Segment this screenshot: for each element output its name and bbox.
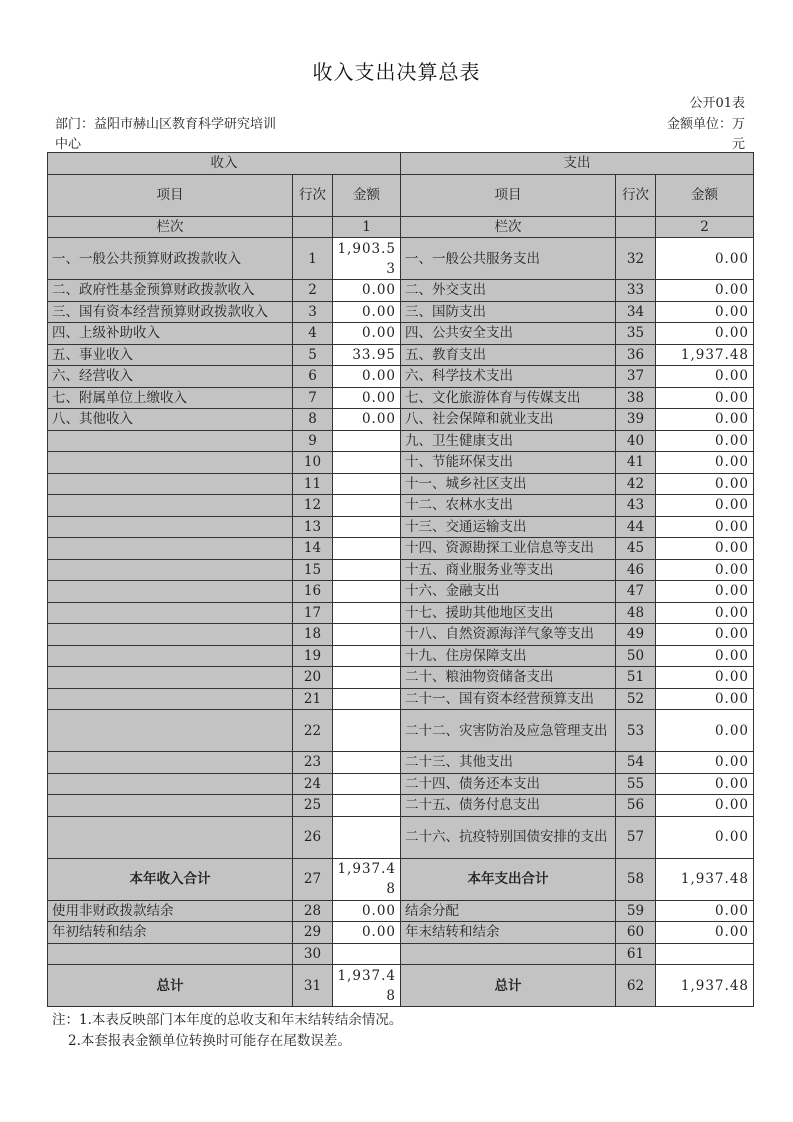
expense-amount: 0.00 bbox=[656, 752, 754, 774]
income-item: 一、一般公共预算财政拨款收入 bbox=[48, 238, 293, 280]
income-line-no: 5 bbox=[293, 344, 333, 366]
expense-amount: 0.00 bbox=[656, 667, 754, 689]
income-amount: 0.00 bbox=[333, 387, 401, 409]
income-line-no: 6 bbox=[293, 366, 333, 388]
expense-item: 二十一、国有资本经营预算支出 bbox=[401, 688, 616, 710]
expense-column-no: 2 bbox=[656, 216, 754, 238]
form-number: 公开01表 bbox=[689, 96, 745, 111]
income-line-no: 23 bbox=[293, 752, 333, 774]
table-row bbox=[48, 581, 754, 603]
table-row bbox=[48, 323, 754, 345]
income-line-no: 14 bbox=[293, 538, 333, 560]
income-amount bbox=[333, 559, 401, 581]
income-amount bbox=[333, 538, 401, 560]
expense-line-no: 44 bbox=[616, 516, 656, 538]
income-amount: 0.00 bbox=[333, 900, 401, 922]
income-line-no: 17 bbox=[293, 602, 333, 624]
income-line-no: 30 bbox=[293, 943, 333, 965]
income-line-no: 11 bbox=[293, 473, 333, 495]
expense-column-no-label: 栏次 bbox=[401, 216, 616, 238]
expense-item: 年末结转和结余 bbox=[401, 922, 616, 944]
expense-item bbox=[401, 943, 616, 965]
income-item: 五、事业收入 bbox=[48, 344, 293, 366]
expense-amount: 0.00 bbox=[656, 688, 754, 710]
table-row bbox=[48, 773, 754, 795]
income-line-no-header: 行次 bbox=[293, 174, 333, 216]
expense-line-no: 51 bbox=[616, 667, 656, 689]
expense-line-no: 57 bbox=[616, 816, 656, 858]
table-row bbox=[48, 710, 754, 752]
expense-amount: 0.00 bbox=[656, 473, 754, 495]
note-2: 2.本套报表金额单位转换时可能存在尾数误差。 bbox=[68, 1033, 351, 1049]
income-amount: 0.00 bbox=[333, 922, 401, 944]
expense-amount: 0.00 bbox=[656, 581, 754, 603]
income-line-no: 4 bbox=[293, 323, 333, 345]
income-item: 总计 bbox=[48, 965, 293, 1007]
expense-item: 十三、交通运输支出 bbox=[401, 516, 616, 538]
income-item: 使用非财政拨款结余 bbox=[48, 900, 293, 922]
table-row bbox=[48, 816, 754, 858]
income-item bbox=[48, 943, 293, 965]
expense-amount: 0.00 bbox=[656, 238, 754, 280]
expense-item: 十二、农林水支出 bbox=[401, 495, 616, 517]
expense-line-no: 61 bbox=[616, 943, 656, 965]
expense-amount: 1,937.48 bbox=[656, 344, 754, 366]
expense-item: 结余分配 bbox=[401, 900, 616, 922]
expense-item: 四、公共安全支出 bbox=[401, 323, 616, 345]
income-item bbox=[48, 773, 293, 795]
expense-amount: 0.00 bbox=[656, 900, 754, 922]
income-item bbox=[48, 559, 293, 581]
expense-amount: 0.00 bbox=[656, 645, 754, 667]
expense-amount-header: 金额 bbox=[656, 174, 754, 216]
expense-item: 五、教育支出 bbox=[401, 344, 616, 366]
table-row bbox=[48, 495, 754, 517]
expense-item: 一、一般公共服务支出 bbox=[401, 238, 616, 280]
income-amount bbox=[333, 710, 401, 752]
notes bbox=[52, 1010, 402, 1052]
income-amount: 0.00 bbox=[333, 409, 401, 431]
expense-line-no: 62 bbox=[616, 965, 656, 1007]
expense-amount: 0.00 bbox=[656, 624, 754, 646]
table-row bbox=[48, 516, 754, 538]
income-column-no: 1 bbox=[333, 216, 401, 238]
income-amount bbox=[333, 645, 401, 667]
income-item bbox=[48, 602, 293, 624]
table-row bbox=[48, 366, 754, 388]
table-row bbox=[48, 667, 754, 689]
income-item: 八、其他收入 bbox=[48, 409, 293, 431]
expense-amount: 0.00 bbox=[656, 922, 754, 944]
expense-item: 七、文化旅游体育与传媒支出 bbox=[401, 387, 616, 409]
expense-line-no: 54 bbox=[616, 752, 656, 774]
expense-item: 总计 bbox=[401, 965, 616, 1007]
expense-item: 十七、援助其他地区支出 bbox=[401, 602, 616, 624]
income-item: 二、政府性基金预算财政拨款收入 bbox=[48, 280, 293, 302]
expense-amount: 0.00 bbox=[656, 430, 754, 452]
expense-item: 二十六、抗疫特别国债安排的支出 bbox=[401, 816, 616, 858]
expense-line-no: 37 bbox=[616, 366, 656, 388]
income-line-no: 8 bbox=[293, 409, 333, 431]
department-label: 部门：益阳市赫山区教育科学研究培训 bbox=[55, 117, 277, 132]
income-amount bbox=[333, 473, 401, 495]
expense-line-no: 38 bbox=[616, 387, 656, 409]
income-expense-table bbox=[47, 152, 754, 1007]
expense-item: 九、卫生健康支出 bbox=[401, 430, 616, 452]
expense-line-no: 45 bbox=[616, 538, 656, 560]
table-row bbox=[48, 538, 754, 560]
income-item: 六、经营收入 bbox=[48, 366, 293, 388]
income-line-no: 21 bbox=[293, 688, 333, 710]
income-amount bbox=[333, 430, 401, 452]
income-item bbox=[48, 624, 293, 646]
expense-amount: 0.00 bbox=[656, 301, 754, 323]
expense-item: 二十二、灾害防治及应急管理支出 bbox=[401, 710, 616, 752]
department-label-cont: 中心 bbox=[55, 137, 82, 152]
income-amount-header: 金额 bbox=[333, 174, 401, 216]
income-item bbox=[48, 581, 293, 603]
income-item bbox=[48, 710, 293, 752]
income-amount bbox=[333, 773, 401, 795]
expense-item: 十、节能环保支出 bbox=[401, 452, 616, 474]
income-item bbox=[48, 795, 293, 817]
income-line-no: 29 bbox=[293, 922, 333, 944]
income-item bbox=[48, 752, 293, 774]
income-amount bbox=[333, 624, 401, 646]
table-row bbox=[48, 473, 754, 495]
expense-item-header: 项目 bbox=[401, 174, 616, 216]
income-line-no: 18 bbox=[293, 624, 333, 646]
table-row bbox=[48, 559, 754, 581]
expense-amount: 0.00 bbox=[656, 710, 754, 752]
expense-line-no: 46 bbox=[616, 559, 656, 581]
income-amount: 0.00 bbox=[333, 323, 401, 345]
expense-line-no: 33 bbox=[616, 280, 656, 302]
table-row bbox=[48, 752, 754, 774]
expense-line-no: 53 bbox=[616, 710, 656, 752]
expense-amount: 0.00 bbox=[656, 452, 754, 474]
table-row bbox=[48, 430, 754, 452]
expense-amount: 0.00 bbox=[656, 387, 754, 409]
table-row bbox=[48, 387, 754, 409]
income-amount: 1,903.53 bbox=[333, 238, 401, 280]
income-item bbox=[48, 430, 293, 452]
income-amount bbox=[333, 688, 401, 710]
table-row bbox=[48, 452, 754, 474]
expense-amount: 0.00 bbox=[656, 602, 754, 624]
income-item: 本年收入合计 bbox=[48, 858, 293, 900]
income-line-no: 25 bbox=[293, 795, 333, 817]
expense-line-no: 59 bbox=[616, 900, 656, 922]
expense-line-no: 56 bbox=[616, 795, 656, 817]
expense-line-no: 41 bbox=[616, 452, 656, 474]
expense-line-no: 39 bbox=[616, 409, 656, 431]
income-item bbox=[48, 495, 293, 517]
expense-amount: 0.00 bbox=[656, 559, 754, 581]
expense-amount: 0.00 bbox=[656, 516, 754, 538]
income-line-no: 26 bbox=[293, 816, 333, 858]
expense-amount bbox=[656, 943, 754, 965]
expense-amount: 0.00 bbox=[656, 280, 754, 302]
income-item: 年初结转和结余 bbox=[48, 922, 293, 944]
income-line-no: 19 bbox=[293, 645, 333, 667]
expense-line-no: 55 bbox=[616, 773, 656, 795]
income-item bbox=[48, 816, 293, 858]
income-item bbox=[48, 667, 293, 689]
income-amount bbox=[333, 452, 401, 474]
expense-amount: 0.00 bbox=[656, 816, 754, 858]
expense-amount: 0.00 bbox=[656, 409, 754, 431]
income-line-no: 3 bbox=[293, 301, 333, 323]
income-item-header: 项目 bbox=[48, 174, 293, 216]
table-row bbox=[48, 344, 754, 366]
column-header-row bbox=[48, 174, 754, 216]
income-item bbox=[48, 538, 293, 560]
expense-line-no: 52 bbox=[616, 688, 656, 710]
income-line-no: 13 bbox=[293, 516, 333, 538]
expense-amount: 0.00 bbox=[656, 495, 754, 517]
balance-row bbox=[48, 900, 754, 922]
income-amount: 0.00 bbox=[333, 366, 401, 388]
income-line-no: 28 bbox=[293, 900, 333, 922]
expense-line-no: 36 bbox=[616, 344, 656, 366]
income-item: 四、上级补助收入 bbox=[48, 323, 293, 345]
expense-line-no: 43 bbox=[616, 495, 656, 517]
table-row bbox=[48, 795, 754, 817]
income-line-no: 31 bbox=[293, 965, 333, 1007]
income-section-header: 收入 bbox=[48, 153, 401, 175]
income-line-no: 7 bbox=[293, 387, 333, 409]
income-amount bbox=[333, 581, 401, 603]
income-item: 三、国有资本经营预算财政拨款收入 bbox=[48, 301, 293, 323]
income-line-no: 24 bbox=[293, 773, 333, 795]
income-amount bbox=[333, 816, 401, 858]
income-line-no: 22 bbox=[293, 710, 333, 752]
expense-line-no: 49 bbox=[616, 624, 656, 646]
expense-section-header: 支出 bbox=[401, 153, 754, 175]
subtotal-row bbox=[48, 858, 754, 900]
expense-line-no: 34 bbox=[616, 301, 656, 323]
expense-amount: 0.00 bbox=[656, 538, 754, 560]
balance-row bbox=[48, 922, 754, 944]
expense-line-no: 48 bbox=[616, 602, 656, 624]
table-row bbox=[48, 602, 754, 624]
income-column-no-blank bbox=[293, 216, 333, 238]
income-amount bbox=[333, 667, 401, 689]
expense-amount: 0.00 bbox=[656, 795, 754, 817]
income-line-no: 27 bbox=[293, 858, 333, 900]
income-item bbox=[48, 645, 293, 667]
income-amount: 1,937.48 bbox=[333, 858, 401, 900]
expense-item: 二十五、债务付息支出 bbox=[401, 795, 616, 817]
expense-item: 二十三、其他支出 bbox=[401, 752, 616, 774]
expense-item: 二十、粮油物资储备支出 bbox=[401, 667, 616, 689]
table-row bbox=[48, 409, 754, 431]
income-item bbox=[48, 452, 293, 474]
income-line-no: 16 bbox=[293, 581, 333, 603]
income-amount: 1,937.48 bbox=[333, 965, 401, 1007]
income-amount bbox=[333, 943, 401, 965]
expense-line-no: 42 bbox=[616, 473, 656, 495]
note-1: 注：1.本表反映部门本年度的总收支和年末结转结余情况。 bbox=[52, 1012, 403, 1028]
expense-item: 八、社会保障和就业支出 bbox=[401, 409, 616, 431]
expense-item: 十四、资源勘探工业信息等支出 bbox=[401, 538, 616, 560]
expense-line-no: 58 bbox=[616, 858, 656, 900]
income-column-no-label: 栏次 bbox=[48, 216, 293, 238]
balance-row bbox=[48, 943, 754, 965]
table-row bbox=[48, 238, 754, 280]
total-row bbox=[48, 965, 754, 1007]
income-line-no: 12 bbox=[293, 495, 333, 517]
expense-item: 二十四、债务还本支出 bbox=[401, 773, 616, 795]
income-amount bbox=[333, 752, 401, 774]
expense-line-no: 35 bbox=[616, 323, 656, 345]
expense-amount: 1,937.48 bbox=[656, 858, 754, 900]
table-row bbox=[48, 280, 754, 302]
expense-item: 三、国防支出 bbox=[401, 301, 616, 323]
table-row bbox=[48, 688, 754, 710]
income-item: 七、附属单位上缴收入 bbox=[48, 387, 293, 409]
expense-item: 六、科学技术支出 bbox=[401, 366, 616, 388]
expense-amount: 0.00 bbox=[656, 323, 754, 345]
expense-line-no: 50 bbox=[616, 645, 656, 667]
section-header-row bbox=[48, 153, 754, 175]
expense-item: 十八、自然资源海洋气象等支出 bbox=[401, 624, 616, 646]
income-line-no: 15 bbox=[293, 559, 333, 581]
income-line-no: 10 bbox=[293, 452, 333, 474]
table-row bbox=[48, 624, 754, 646]
income-line-no: 1 bbox=[293, 238, 333, 280]
income-item bbox=[48, 473, 293, 495]
page-title: 收入支出决算总表 bbox=[312, 60, 481, 84]
column-number-row bbox=[48, 216, 754, 238]
expense-item: 十九、住房保障支出 bbox=[401, 645, 616, 667]
table-row bbox=[48, 301, 754, 323]
income-item bbox=[48, 516, 293, 538]
unit-label-cont: 元 bbox=[731, 137, 745, 152]
expense-line-no-header: 行次 bbox=[616, 174, 656, 216]
expense-line-no: 32 bbox=[616, 238, 656, 280]
expense-item: 十一、城乡社区支出 bbox=[401, 473, 616, 495]
income-amount: 0.00 bbox=[333, 301, 401, 323]
expense-amount: 0.00 bbox=[656, 366, 754, 388]
expense-amount: 1,937.48 bbox=[656, 965, 754, 1007]
income-amount bbox=[333, 602, 401, 624]
expense-item: 十五、商业服务业等支出 bbox=[401, 559, 616, 581]
income-amount: 33.95 bbox=[333, 344, 401, 366]
expense-amount: 0.00 bbox=[656, 773, 754, 795]
expense-line-no: 60 bbox=[616, 922, 656, 944]
income-line-no: 9 bbox=[293, 430, 333, 452]
expense-item: 本年支出合计 bbox=[401, 858, 616, 900]
unit-label: 金额单位：万 bbox=[666, 117, 745, 132]
income-amount bbox=[333, 795, 401, 817]
expense-line-no: 40 bbox=[616, 430, 656, 452]
income-line-no: 2 bbox=[293, 280, 333, 302]
table-row bbox=[48, 645, 754, 667]
expense-item: 十六、金融支出 bbox=[401, 581, 616, 603]
expense-item: 二、外交支出 bbox=[401, 280, 616, 302]
income-amount bbox=[333, 516, 401, 538]
income-amount: 0.00 bbox=[333, 280, 401, 302]
income-line-no: 20 bbox=[293, 667, 333, 689]
income-amount bbox=[333, 495, 401, 517]
expense-line-no: 47 bbox=[616, 581, 656, 603]
expense-column-no-blank bbox=[616, 216, 656, 238]
income-item bbox=[48, 688, 293, 710]
